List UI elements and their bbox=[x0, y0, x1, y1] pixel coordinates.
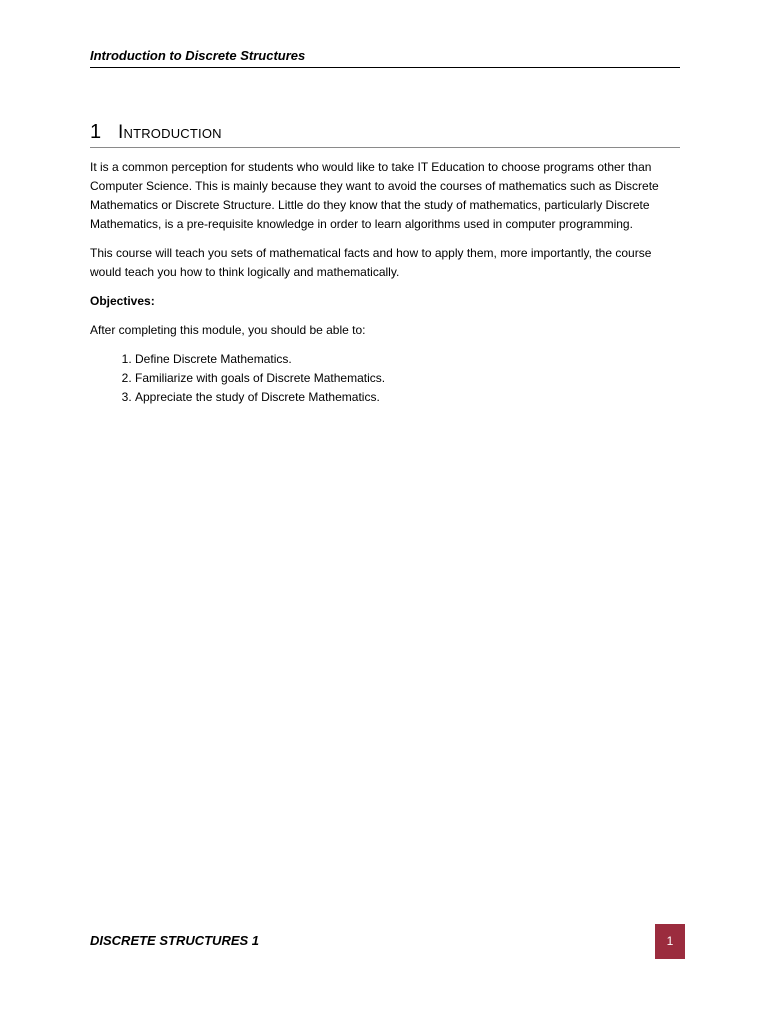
section-number: 1 bbox=[90, 121, 102, 143]
body-content bbox=[90, 158, 670, 407]
objective-item: 3. Appreciate the study of Discrete Mathematics. bbox=[135, 388, 670, 407]
objective-item: 2. Familiarize with goals of Discrete Mathematics. bbox=[135, 369, 670, 388]
objective-item: 1. Define Discrete Mathematics. bbox=[135, 350, 670, 369]
objectives-intro: After completing this module, you should be able to: bbox=[90, 323, 366, 337]
objectives-list bbox=[90, 350, 670, 407]
objectives-label: Objectives: bbox=[90, 294, 155, 308]
paragraph: This course will teach you sets of mathematical facts and how to apply them, more importantly, the course would teach you how to think logically and mathematically. bbox=[90, 246, 652, 279]
running-header bbox=[90, 48, 680, 68]
header-title: Introduction to Discrete Structures bbox=[90, 48, 306, 63]
page-number: 1 bbox=[666, 934, 674, 948]
paragraph: It is a common perception for students who would like to take IT Education to choose programs other than Computer Science. This is mainly because they want to avoid the courses of mathematics such as Discrete Mathematics or Discrete Structure. Little do they know that the study of mathematics, particularly Discrete Mathematics, is a pre-requisite knowledge in order to learn algorithms used in computer programming. bbox=[90, 160, 659, 231]
section-heading bbox=[90, 119, 680, 148]
footer-title: DISCRETE STRUCTURES 1 bbox=[90, 933, 260, 948]
page-number-badge bbox=[655, 924, 685, 959]
section-title: Introduction bbox=[118, 122, 222, 143]
